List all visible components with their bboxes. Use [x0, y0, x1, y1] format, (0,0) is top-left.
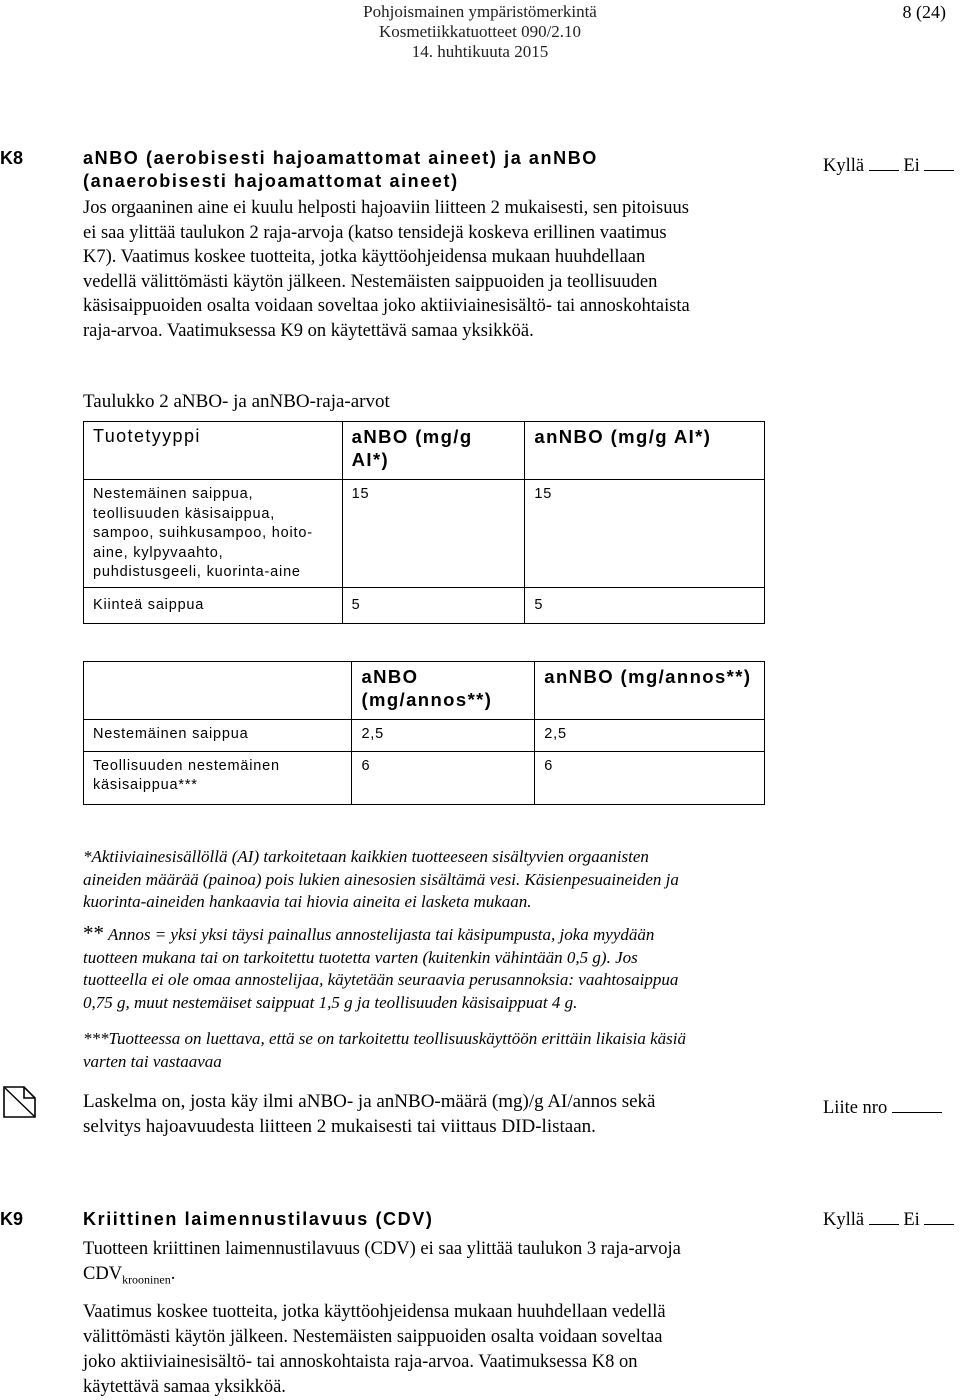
annbo-value: 6 — [535, 751, 765, 804]
footnote-ai — [83, 846, 679, 914]
cell-line: sampoo, suihkusampoo, hoito- — [93, 525, 313, 541]
annbo-value: 2,5 — [535, 720, 765, 752]
footnote-line: tuotteen mukana tai on tarkoitettu tuotetta varten (kuitenkin vähintään 0,5 g). Jos — [83, 947, 638, 967]
table-row — [84, 587, 765, 624]
footnote-line: ***Tuotteessa on luettava, että se on tarkoitettu teollisuuskäyttöön erittäin likaisia käsiä — [83, 1029, 686, 1048]
header-empty — [84, 662, 352, 720]
k8-line: K7). Vaatimus koskee tuotteita, jotka käyttöohjeidensa mukaan huuhdellaan — [83, 247, 646, 267]
footnote-line: varten tai vastaavaa — [83, 1051, 222, 1071]
cdv-period: . — [170, 1264, 176, 1284]
cell-line: Teollisuuden nestemäinen — [93, 757, 280, 774]
footnote-dose — [83, 922, 678, 1014]
table2-caption: Taulukko 2 aNBO- ja anNBO-raja-arvot — [83, 391, 390, 412]
footnote-line: Annos = yksi yksi täysi painallus annostelijasta tai käsipumpusta, joka myydään — [104, 925, 655, 944]
cell-line: teollisuuden käsisaippua, — [93, 505, 276, 522]
document-header — [0, 2, 960, 62]
k9-line: Tuotteen kriittinen laimennustilavuus (CDV) ei saa ylittää taulukon 3 raja-arvoja — [83, 1239, 681, 1259]
requirement-id-k8: K8 — [0, 148, 24, 168]
header-organization: Pohjoismainen ympäristömerkintä — [363, 2, 597, 21]
k9-title: Kriittinen laimennustilavuus (CDV) — [83, 1209, 434, 1229]
requirement-k8 — [83, 147, 690, 343]
k8-yes-no — [823, 156, 954, 177]
annbo-value: 15 — [525, 480, 765, 588]
footnote-line: 0,75 g, muut nestemäiset saippuat 1,5 g ja teollisuuden käsisaippuat 4 g. — [83, 992, 578, 1012]
header-product-type: Tuotetyyppi — [84, 422, 343, 480]
k8-no-label: Ei — [903, 156, 920, 176]
k9-cdv-line — [83, 1262, 681, 1293]
attachment-text — [83, 1089, 656, 1139]
k9-yes-label: Kyllä — [823, 1210, 865, 1230]
k8-body — [83, 196, 690, 343]
footnote-mark: ** — [83, 921, 104, 945]
footnote-line: *Aktiiviainesisällöllä (AI) tarkoitetaan kaikkien tuotteeseen sisältyvien orgaanisten — [83, 847, 649, 866]
product-type-cell: Nestemäinen saippua — [84, 720, 352, 752]
footnote-industrial — [83, 1028, 686, 1073]
cell-line: käsisaippua*** — [93, 777, 198, 793]
k8-title-line1: aNBO (aerobisesti hajoamattomat aineet) ja anNBO — [83, 148, 598, 168]
anbo-value: 2,5 — [352, 720, 535, 752]
table-header-row — [84, 662, 765, 720]
requirement-k9 — [83, 1208, 681, 1400]
k9-line: joko aktiiviainesisältö- tai annoskohtaista raja-arvoa. Vaatimuksessa K8 on — [83, 1351, 638, 1372]
cell-line: Nestemäinen saippua, — [93, 486, 254, 502]
k9-line: välittömästi käytön jälkeen. Nestemäisten saippuoiden osalta voidaan soveltaa — [83, 1326, 663, 1347]
k9-body — [83, 1237, 681, 1400]
attachment-number-blank[interactable] — [892, 1098, 942, 1113]
table-header-row — [84, 422, 765, 480]
header-date: 14. huhtikuuta 2015 — [411, 42, 549, 61]
k8-no-blank[interactable] — [924, 156, 954, 171]
product-type-cell — [84, 480, 343, 588]
k9-line: Vaatimus koskee tuotteita, jotka käyttöohjeidensa mukaan huuhdellaan vedellä — [83, 1301, 666, 1322]
k9-line: käytettävä samaa yksikköä. — [83, 1376, 286, 1397]
attachment-line: Laskelma on, josta käy ilmi aNBO- ja anNBO-määrä (mg)/g AI/annos sekä — [83, 1091, 656, 1112]
page-number: 8 (24) — [902, 2, 946, 22]
cdv-label: CDV — [83, 1264, 123, 1284]
cell-line: aine, kylpyvaahto, — [93, 544, 224, 561]
cell-line: puhdistusgeeli, kuorinta-aine — [93, 564, 301, 580]
header-anbo: aNBO (mg/g AI*) — [342, 422, 525, 480]
table2 — [83, 421, 765, 624]
k8-yes-blank[interactable] — [869, 156, 899, 171]
footnote-line: aineiden määrää (painoa) pois lukien ainesosien sisältämä vesi. Käsienpesuaineiden ja — [83, 869, 679, 889]
annbo-value: 5 — [525, 587, 765, 624]
attachment-line: selvitys hajoavuudesta liitteen 2 mukaisesti tai viittaus DID-listaan. — [83, 1116, 596, 1137]
k9-yes-blank[interactable] — [869, 1210, 899, 1225]
anbo-value: 15 — [342, 480, 525, 588]
anbo-value: 6 — [352, 751, 535, 804]
requirement-id-k9: K9 — [0, 1209, 24, 1229]
header-annbo: anNBO (mg/g AI*) — [525, 422, 765, 480]
header-criteria: Kosmetiikkatuotteet 090/2.10 — [378, 22, 582, 41]
k8-line: raja-arvoa. Vaatimuksessa K9 on käytettävä samaa yksikköä. — [83, 320, 534, 341]
attachment-number-label: Liite nro — [823, 1098, 888, 1118]
header-anbo-dose: aNBO (mg/annos**) — [352, 662, 535, 720]
anbo-value: 5 — [342, 587, 525, 624]
product-type-cell: Kiinteä saippua — [84, 587, 343, 624]
table3 — [83, 661, 765, 805]
table-row — [84, 720, 765, 752]
product-type-cell — [84, 751, 352, 804]
k8-line: ei saa ylittää taulukon 2 raja-arvoja (katso tensidejä koskeva erillinen vaatimus — [83, 222, 667, 243]
k8-line: vedellä välittömästi käytön jälkeen. Nestemäisten saippuoiden ja teollisuuden — [83, 271, 658, 292]
cdv-subscript: krooninen — [122, 1272, 171, 1287]
table-row — [84, 751, 765, 804]
k8-line: Jos orgaaninen aine ei kuulu helposti hajoaviin liitteen 2 mukaisesti, sen pitoisuus — [83, 198, 689, 218]
header-annbo-dose: anNBO (mg/annos**) — [535, 662, 765, 720]
attachment-icon — [2, 1085, 38, 1124]
k8-line: käsisaippuoiden osalta voidaan soveltaa joko aktiiviainesisältö- tai annoskohtaista — [83, 296, 690, 316]
k9-yes-no — [823, 1210, 954, 1231]
k8-yes-label: Kyllä — [823, 156, 865, 176]
k9-no-label: Ei — [903, 1210, 920, 1230]
k8-title-line2: (anaerobisesti hajoamattomat aineet) — [83, 171, 459, 191]
k9-no-blank[interactable] — [924, 1210, 954, 1225]
footnote-line: tuotteella ei ole omaa annostelijaa, käytetään seuraavia perusannoksia: vaahtosaippua — [83, 970, 679, 989]
table-row — [84, 480, 765, 588]
footnote-line: kuorinta-aineiden hankaavia tai hiovia aineita ei lasketa mukaan. — [83, 892, 532, 911]
attachment-number — [823, 1098, 942, 1119]
